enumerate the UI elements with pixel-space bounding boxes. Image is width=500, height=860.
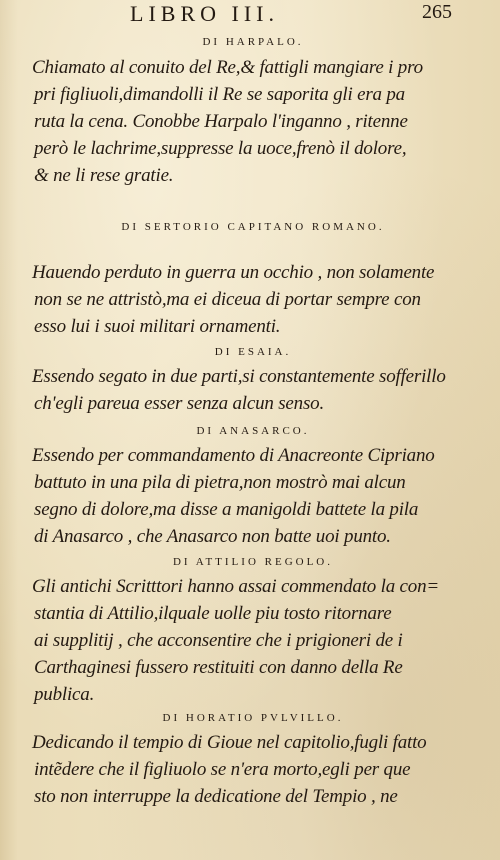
page-number: 265: [422, 1, 452, 23]
section-heading-horatio-pulvillo: DI HORATIO PVLVILLO.: [162, 712, 344, 724]
running-head: LIBRO III.: [130, 1, 279, 26]
text-line: Hauendo perduto in guerra un occhio , non solamente: [32, 262, 435, 283]
section-heading-attilio-regolo: DI ATTILIO REGOLO.: [172, 556, 333, 568]
text-line: sto non interruppe la dedicatione del Tempio , ne: [34, 786, 398, 807]
section-heading-esaia: DI ESAIA.: [214, 346, 292, 358]
text-line: esso lui i suoi militari ornamenti.: [34, 316, 281, 337]
text-line: Carthaginesi fussero restituiti con danno della Re: [34, 657, 403, 678]
text-line: segno di dolore,ma disse a manigoldi battete la pila: [34, 499, 419, 520]
text-line: publica.: [34, 684, 95, 705]
section-heading-anasarco: DI ANASARCO.: [196, 425, 310, 437]
text-line: ch'egli pareua esser senza alcun senso.: [34, 393, 325, 414]
text-line: però le lachrime,suppresse la uoce,frenò il dolore,: [34, 138, 407, 159]
text-line: Essendo per commandamento di Anacreonte Cipriano: [32, 445, 435, 466]
text-line: battuto in una pila di pietra,non mostrò mai alcun: [34, 472, 406, 493]
text-line: pri figliuoli,dimandolli il Re se saporita gli era pa: [34, 84, 405, 105]
text-line: Essendo segato in due parti,si constantemente sofferillo: [32, 366, 446, 387]
text-line: ai supplitij , che acconsentire che i prigioneri de i: [34, 630, 403, 651]
section-heading-harpalo: DI HARPALO.: [202, 36, 304, 48]
text-line: stantia di Attilio,ilquale uolle piu tosto ritornare: [34, 603, 392, 624]
text-line: Gli antichi Scritttori hanno assai commendato la con=: [32, 576, 440, 597]
text-line: non se ne attristò,ma ei diceua di portar sempre con: [34, 289, 421, 310]
text-line: Chiamato al conuito del Re,& fattigli mangiare i pro: [32, 57, 423, 78]
text-line: Dedicando il tempio di Gioue nel capitolio,fugli fatto: [32, 732, 427, 753]
text-line: di Anasarco , che Anasarco non batte uoi punto.: [34, 526, 391, 547]
page-header: [0, 0, 500, 30]
text-line: ruta la cena. Conobbe Harpalo l'inganno , ritenne: [34, 111, 408, 132]
section-heading-sertorio: DI SERTORIO CAPITANO ROMANO.: [121, 221, 385, 233]
text-line: intẽdere che il figliuolo se n'era morto,egli per que: [34, 759, 411, 780]
text-line: & ne li rese gratie.: [34, 165, 174, 186]
